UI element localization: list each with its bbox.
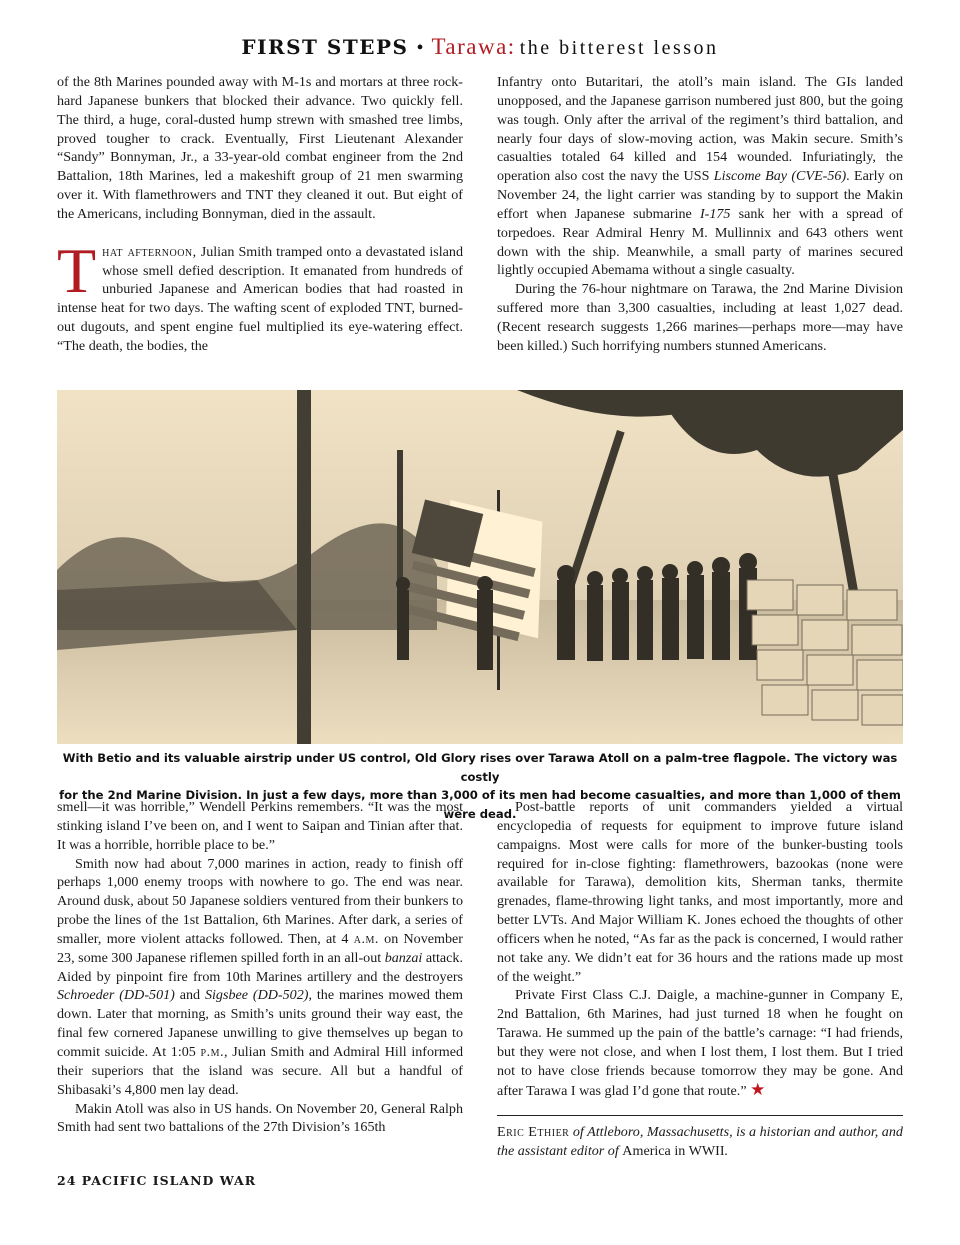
time-am: a.m. xyxy=(353,930,379,947)
paragraph-text: . Early on November 24, the light carrier was standing by to support the Makin effort when Japanese submarine xyxy=(497,168,904,222)
paragraph-text: Smith now had about 7,000 marines in action, ready to finish off perhaps 1,000 enemy troops with nowhere to go. The end was near. Around dusk, about 50 Japanese soldiers ventured from their bunkers to probe the lines of the 1st Battalion, 6th Marines. After dark, a series of smaller, more violent attacks followed. Then, at 4 xyxy=(57,855,463,947)
running-head xyxy=(0,34,960,60)
bio-divider xyxy=(497,1115,903,1116)
paragraph: smell—it was horrible,” Wendell Perkins remembers. “It was the most stinking island I’ve been on, and I went to Saipan and Tinian after that. It was a horrible, horrible place to be.” xyxy=(57,799,463,853)
submarine-name: I-175 xyxy=(699,205,731,222)
bio-text: . xyxy=(724,1142,729,1159)
caption-line: With Betio and its valuable airstrip under US control, Old Glory rises over Tarawa Atoll on a palm-tree flagpole. The victory was costly xyxy=(62,751,898,784)
page-number: 24 xyxy=(57,1173,77,1188)
italic-term: banzai xyxy=(384,949,423,966)
author-bio xyxy=(497,1123,903,1161)
publication-name: America in WWII xyxy=(622,1142,725,1159)
paragraph-text: Private First Class C.J. Daigle, a machine-gunner in Company E, 2nd Battalion, 6th Marines, had just turned 18 when he fought on Tarawa. He summed up the pain of the battle’s carnage: “I had friends, but they were not close, and when I lost them, I lost them. But I tried not to have close friends because tomorrow they may be gone. And after Tarawa I was glad I’d gone that route.” xyxy=(497,987,903,1099)
paragraph: During the 76-hour nightmare on Tarawa, the 2nd Marine Division suffered more than 3,300 casualties, including at least 1,027 dead. (Recent research suggests 1,266 marines—perhaps more—may have been killed.) Such horrifying numbers stunned Americans. xyxy=(497,281,903,354)
dropcap-letter: T xyxy=(57,234,97,306)
ship-name: Schroeder (DD-501) xyxy=(57,987,175,1004)
article-subtitle: the bitterest lesson xyxy=(519,37,719,59)
paragraph xyxy=(497,73,903,280)
paragraph: Post-battle reports of unit commanders yielded a virtual encyclopedia of requests for equipment to improve future island campaigns. Most were calls for more of the bunker-busting tools required for in-close fighting: flamethrowers, bazookas (none were available for Tarawa), demolition kits, Sherman tanks, thermite grenades, flame-throwing light tanks, and most importantly, more and better LVTs. And Major William K. Jones echoed the thoughts of other officers when he noted, “As far as the pack is concerned, I would rather not take any. We didn’t eat for 36 hours and the rations made up most of the weight.” xyxy=(497,799,903,985)
paragraph-text: and xyxy=(174,987,205,1004)
text-column-3 xyxy=(57,798,463,1137)
paragraph xyxy=(497,986,903,1100)
paragraph-text: , the marines mowed them down. Later that morning, as Smith’s units ground their way east, the final few cornered Japanese unwilling to give themselves up began to commit suicide. At 1:05 xyxy=(57,987,464,1060)
paragraph-text: Infantry onto Butaritari, the atoll’s main island. The GIs landed unopposed, and the Japanese garrison numbered just 800, but the going was tough. Only after the arrival of the regiment’s third battalion, and nearly four days of slow-moving action, was Makin secure. Smith’s casualties totaled 64 killed and 154 wounded. Infuriatingly, the operation also cost the navy the USS xyxy=(497,74,903,185)
paragraph-text: attack. Aided by pinpoint fire from 10th Marines artillery and the destroyers xyxy=(57,949,463,985)
caption-line: for the 2nd Marine Division. In just a few days, more than 3,000 of its men had become casualties, and more than 1,000 of them were dead. xyxy=(59,788,901,821)
text-column-2 xyxy=(497,73,903,356)
lead-in: hat afternoon, xyxy=(102,243,197,260)
text-column-1 xyxy=(57,73,463,356)
bullet-separator: • xyxy=(416,37,424,59)
paragraph: Makin Atoll was also in US hands. On November 20, General Ralph Smith had sent two battalions of the 27th Division’s 165th xyxy=(57,1100,463,1136)
flag-raising-photo xyxy=(57,390,903,744)
ship-name: Liscome Bay (CVE-56) xyxy=(713,168,847,185)
paragraph-text: Julian Smith tramped onto a devastated island whose smell defied description. It emanated from hundreds of unburied Japanese and American bodies that had roasted in intense heat for two days. The wafting scent of exploded TNT, burned-out dugouts, and spent engine fuel multiplied its eye-watering effect. “The death, the bodies, the xyxy=(57,243,464,354)
bio-text: of Attleboro, Massachusetts, is a historian and author, and the assistant editor of xyxy=(497,1124,903,1159)
text-column-4 xyxy=(497,798,903,1101)
paragraph-text: on November 23, some 300 Japanese riflemen spilled forth in an all-out xyxy=(57,930,463,966)
paragraph-dropcap xyxy=(57,234,464,356)
end-star-icon: ★ xyxy=(750,1079,766,1099)
paragraph: of the 8th Marines pounded away with M-1s and mortars at three rock-hard Japanese bunkers that blocked their advance. Two quickly fell. The third, a huge, coral-dusted hump strewn with smashed tree limbs, proved tougher to crack. Eventually, First Lieutenant Alexander “Sandy” Bonnyman, Jr., a 33-year-old combat engineer from the 2nd Battalion, 18th Marines, led a makeshift group of 21 men swarming over it. With flamethrowers and TNT they cleaned it out. But eight of the Americans, including Bonnyman, died in the assault. xyxy=(57,74,463,222)
article-topic: Tarawa: xyxy=(431,34,516,59)
paragraph-text: , Julian Smith and Admiral Hill informed their superiors that the island was secure. All but a handful of Shibasaki’s 4,800 men lay dead. xyxy=(57,1043,463,1098)
section-title: FIRST STEPS xyxy=(241,35,409,59)
photo-illustration xyxy=(57,390,903,744)
ship-name: Sigsbee (DD-502) xyxy=(204,987,309,1004)
time-pm: p.m. xyxy=(200,1043,225,1060)
paragraph-text: sank her with a spread of torpedoes. Rear Admiral Henry M. Mullinnix and 643 others went down with the ship. Meanwhile, a small party of marines secured lightly occupied Abemama without a single casualty. xyxy=(497,205,903,279)
paragraph xyxy=(57,855,463,1100)
author-name: Eric Ethier xyxy=(497,1124,570,1140)
page-footer xyxy=(57,1173,256,1188)
publication-title: PACIFIC ISLAND WAR xyxy=(81,1173,257,1188)
